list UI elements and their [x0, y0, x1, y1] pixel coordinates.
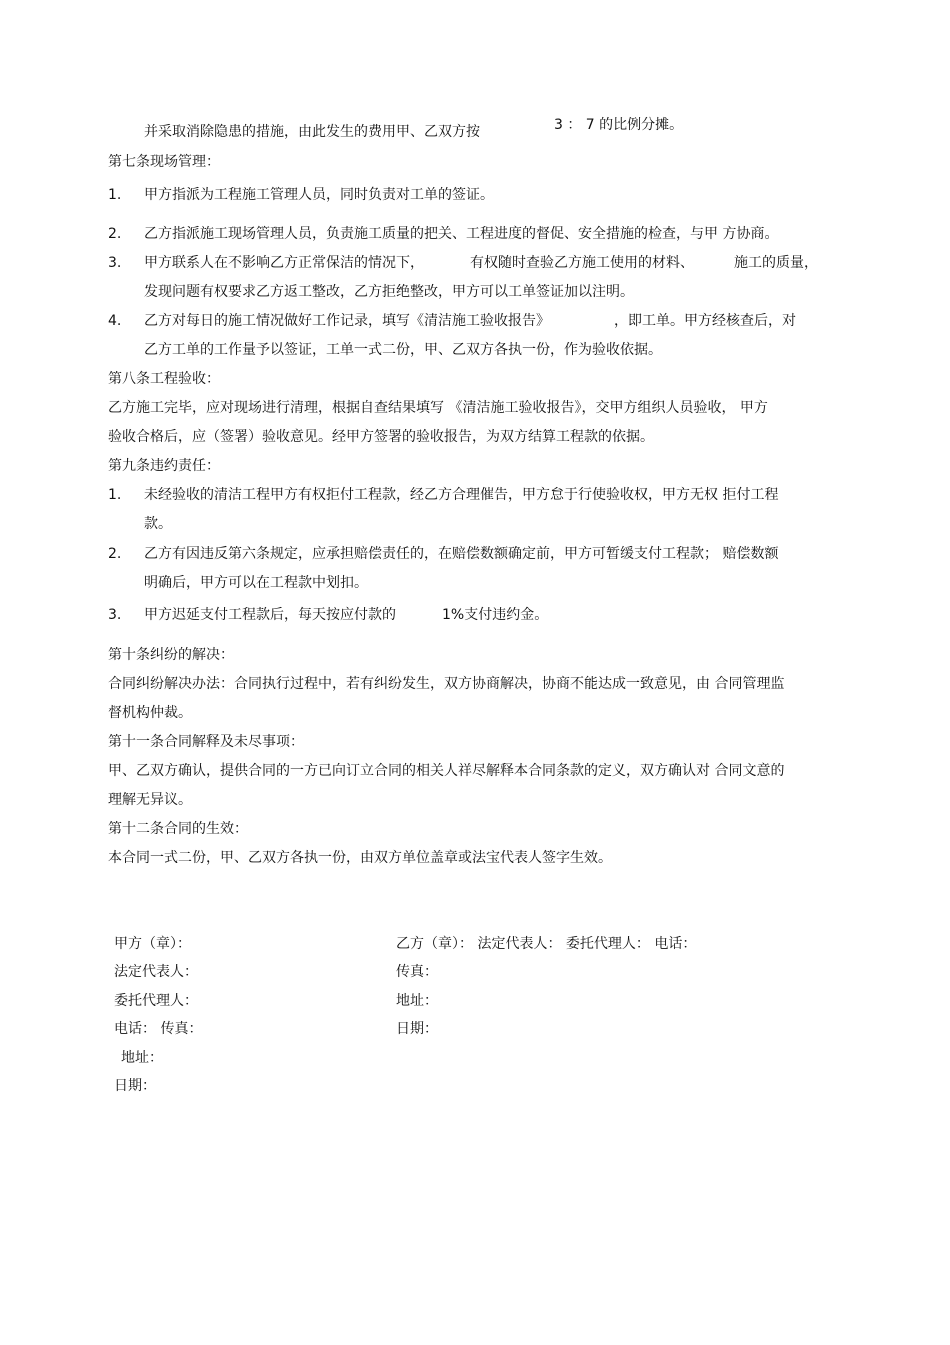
- party-a-date-label: 日期：: [114, 1078, 156, 1094]
- article-11-heading: 第十一条合同解释及未尽事项：: [108, 734, 304, 750]
- article-7-item-4-text-line2: 乙方工单的工作量予以签证，工单一式二份，甲、乙双方各执一份，作为验收依据。: [144, 342, 662, 358]
- article-8-line-1: 乙方施工完毕，应对现场进行清理，根据自查结果填写 《清洁施工验收报告》，交甲方组织人员验收， 甲方: [108, 400, 768, 416]
- article-7-item-3-text-b: 有权随时查验乙方施工使用的材料、: [470, 255, 694, 271]
- article-7-item-1-number: 1.: [108, 187, 122, 203]
- article-8-line-2: 验收合格后，应（签署）验收意见。经甲方签署的验收报告，为双方结算工程款的依据。: [108, 429, 654, 445]
- article-7-item-3-text-c: 施工的质量，: [734, 255, 818, 271]
- article-7-item-4-text-a: 乙方对每日的施工情况做好工作记录，填写《清洁施工验收报告》: [144, 313, 550, 329]
- article-9-item-1-line-1: 未经验收的清洁工程甲方有权拒付工程款，经乙方合理催告，甲方怠于行使验收权，甲方无权 拒付工程: [144, 487, 779, 503]
- article-7-item-1-text: 甲方指派为工程施工管理人员，同时负责对工单的签证。: [144, 187, 494, 203]
- article-11-line-2: 理解无异议。: [108, 792, 192, 808]
- article-10-line-2: 督机构仲裁。: [108, 705, 192, 721]
- party-a-address-label: 地址：: [121, 1050, 163, 1066]
- article-7-item-4-text-b: ，即工单。甲方经核查后，对: [614, 313, 796, 329]
- party-a-agent-label: 委托代理人：: [114, 993, 198, 1009]
- article-12-heading: 第十二条合同的生效：: [108, 821, 248, 837]
- article-10-line-1: 合同纠纷解决办法：合同执行过程中，若有纠纷发生，双方协商解决，协商不能达成一致意见，由 合同管理监: [108, 676, 785, 692]
- article-12-line-1: 本合同一式二份，甲、乙双方各执一份，由双方单位盖章或法宝代表人签字生效。: [108, 850, 612, 866]
- party-a-seal-label: 甲方（章）：: [114, 936, 191, 952]
- article-9-item-3-number: 3.: [108, 607, 122, 623]
- article-7-item-3-text-line2: 发现问题有权要求乙方返工整改，乙方拒绝整改，甲方可以工单签证加以注明。: [144, 284, 634, 300]
- article-9-item-3-text-a: 甲方迟延支付工程款后，每天按应付款的: [144, 607, 396, 623]
- article-9-heading: 第九条违约责任：: [108, 458, 220, 474]
- party-a-phone-fax-label: 电话： 传真：: [114, 1021, 203, 1037]
- article-10-heading: 第十条纠纷的解决：: [108, 647, 234, 663]
- article-11-line-1: 甲、乙双方确认，提供合同的一方已向订立合同的相关人祥尽解释本合同条款的定义，双方确认对 合同文意的: [108, 763, 785, 779]
- party-b-seal-label: 乙方（章）： 法定代表人： 委托代理人： 电话：: [396, 936, 697, 952]
- party-b-date-label: 日期：: [396, 1021, 438, 1037]
- article-9-item-2-number: 2.: [108, 546, 122, 562]
- article-7-heading: 第七条现场管理：: [108, 154, 220, 170]
- cost-sharing-ratio: 3 ： 7 的比例分摊。: [554, 117, 684, 133]
- article-7-item-2-number: 2.: [108, 226, 122, 242]
- article-8-heading: 第八条工程验收：: [108, 371, 220, 387]
- cost-sharing-text: 并采取消除隐患的措施，由此发生的费用甲、乙双方按: [144, 124, 480, 140]
- article-7-item-3-text-a: 甲方联系人在不影响乙方正常保洁的情况下，: [144, 255, 424, 271]
- article-9-item-3-text-b: 1%支付违约金。: [442, 607, 549, 623]
- article-7-item-4-number: 4.: [108, 313, 122, 329]
- party-b-address-label: 地址：: [396, 993, 438, 1009]
- party-a-legal-rep-label: 法定代表人：: [114, 964, 198, 980]
- article-9-item-2-line-1: 乙方有因违反第六条规定，应承担赔偿责任的，在赔偿数额确定前，甲方可暂缓支付工程款； 赔偿数额: [144, 546, 779, 562]
- party-b-fax-label: 传真：: [396, 964, 438, 980]
- article-7-item-3-number: 3.: [108, 255, 122, 271]
- article-9-item-2-line-2: 明确后，甲方可以在工程款中划扣。: [144, 575, 368, 591]
- article-9-item-1-number: 1.: [108, 487, 122, 503]
- article-9-item-1-line-2: 款。: [144, 516, 172, 532]
- article-7-item-2-text: 乙方指派施工现场管理人员，负责施工质量的把关、工程进度的督促、安全措施的检查，与甲 方协商。: [144, 226, 779, 242]
